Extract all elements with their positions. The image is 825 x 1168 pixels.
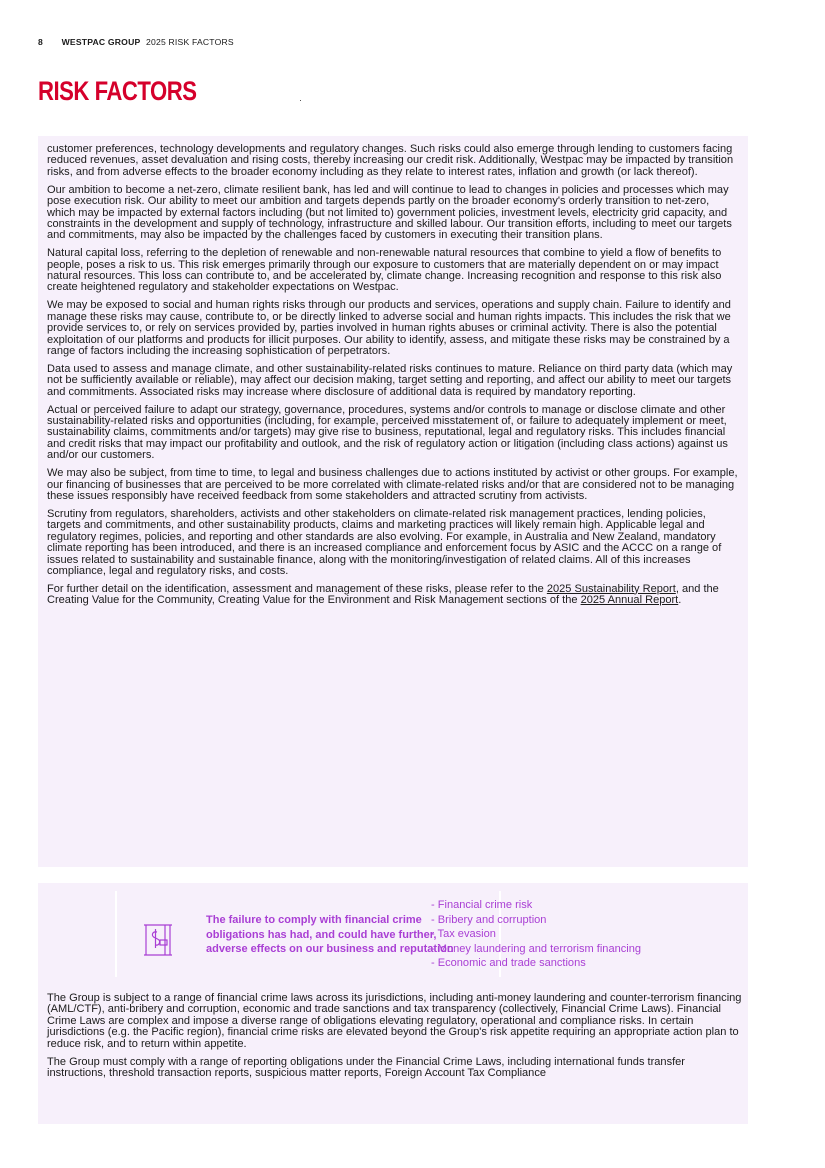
list-item: - Financial crime risk (431, 899, 533, 911)
climate-risk-panel (38, 136, 748, 867)
money-bars-icon (142, 923, 174, 957)
paragraph: We may be exposed to social and human rights risks through our products and services, operations and supply chain. Failure to identify and manage these risks may cause, contribute to, or be directly linked to adverse social and human rights impacts. This includes the risk that we provide services to, or rely on services provided by, parties involved in human rights abuses or criminal activity. There is also the potential exploitation of our platforms and products for illicit purposes. Our ability to identify, assess, and mitigate these risks may be constrained by a range of factors including the increasing sophistication of perpetrators. (47, 299, 731, 357)
organization-name: WESTPAC GROUP (61, 37, 141, 47)
stray-dot (300, 100, 301, 101)
page-title: RISK FACTORS (38, 76, 197, 106)
paragraph: Actual or perceived failure to adapt our strategy, governance, procedures, systems and/or controls to manage or disclose climate and other sustainability-related risks and opportunities (including, for example, perceived misstatement of, or failure to adequately implement or meet, sustainability claims, commitments and/or targets) may give rise to business, reputational, legal and regulatory risks. This includes financial and credit risks that may impact our profitability and outlook, and the risk of regulatory action or litigation (including class actions) against us and/or our customers. (47, 403, 728, 462)
running-header (38, 37, 234, 47)
financial-crime-panel (38, 883, 748, 1124)
annual-report-link[interactable]: 2025 Annual Report (580, 594, 679, 607)
paragraph: The Group must comply with a range of reporting obligations under the Financial Crime Laws, including international funds transfer instructions, threshold transaction reports, suspicious matter reports, Foreign Account Tax Compliance (47, 1055, 685, 1079)
report-name: 2025 RISK FACTORS (146, 37, 234, 47)
financial-crime-body (47, 993, 743, 1086)
text-segment: For further detail on the identification, assessment and management of these risks, please refer to the (47, 582, 547, 595)
paragraph: The Group is subject to a range of financial crime laws across its jurisdictions, including anti-money laundering and counter-terrorism financing (AML/CTF), anti-bribery and corruption, economic and trade sanctions and tax transparency (collectively, Financial Crime Laws). Financial Crime Laws are complex and impose a diverse range of obligations elevating regulatory, operational and compliance risks. In certain jurisdictions (e.g. the Pacific region), financial crime risks are elevated beyond the Group's risk appetite requiring an appropriate action plan to reduce risk, and to return within appetite. (47, 992, 742, 1050)
list-item: - Economic and trade sanctions (431, 957, 586, 969)
paragraph: Data used to assess and manage climate, and other sustainability-related risks continues to mature. Reliance on third party data (which may not be sufficiently available or reliable), may affect our decision making, target setting and reporting, and affect our ability to meet our targets and commitments. Associated risks may increase where disclosure of additional data is required by mandatory reporting. (47, 362, 733, 398)
risk-list (431, 898, 641, 971)
list-item: - Bribery and corruption (431, 913, 547, 926)
list-item: - Tax evasion (431, 928, 496, 940)
paragraph: Our ambition to become a net-zero, climate resilient bank, has led and will continue to lead to changes in policies and processes which may pose execution risk. Our ability to meet our ambition and targets depends partly on the broader economy's orderly transition to net-zero, which may be impacted by external factors including (but not limited to) government policies, investment levels, electricity grid capacity, and constraints in the development and supply of technology, infrastructure and skilled labour. Our transition efforts, including to meet our targets and commitments, may also be impacted by the challenges faced by customers in executing their transition plans. (47, 183, 732, 242)
text-segment: . (678, 594, 682, 607)
text-segment: , and the Creating Value for the Community, Creating Value for the Environment and Risk Management sections of the (47, 582, 719, 607)
sustainability-report-link[interactable]: 2025 Sustainability Report (546, 582, 676, 595)
paragraph: customer preferences, technology developments and regulatory changes. Such risks could also emerge through lending to customers facing reduced revenues, asset devaluation and rising costs, thereby increasing our credit risk. Additionally, Westpac may be impacted by transition risks, and from adverse effects to the broader economy including as they relate to interest rates, inflation and growth (or lack thereof). (47, 143, 734, 178)
list-item: - Money laundering and terrorism financing (431, 942, 641, 955)
callout-heading: The failure to comply with financial crime obligations has had, and could have further, adverse effects on our business and reputation (206, 914, 454, 956)
paragraph: Natural capital loss, referring to the depletion of renewable and non-renewable natural resources that combine to yield a flow of benefits to people, poses a risk to us. This risk emerges primarily through our exposure to customers that are materially dependent on or may impact natural resources. This loss can contribute to, and be accelerated by, climate change. Increasing recognition and response to this risk also create heightened regulatory and stakeholder expectations on Westpac. (47, 247, 722, 294)
paragraph: Scrutiny from regulators, shareholders, activists and other stakeholders on climate-related risk management practices, lending policies, targets and commitments, and other sustainability products, claims and marketing practices will likely remain high. Applicable legal and regulatory regimes, policies, and reporting and other standards are also evolving. For example, in Australia and New Zealand, mandatory climate reporting has been introduced, and there is an increased compliance and enforcement focus by ASIC and the ACCC on a range of issues related to sustainability and sustainable finance, along with the monitoring/investigation of related claims. All of this increases compliance, legal and regulatory risks, and costs. (47, 507, 722, 577)
page-number: 8 (38, 37, 43, 47)
further-detail-paragraph (47, 584, 738, 607)
paragraph: We may also be subject, from time to time, to legal and business challenges due to actions instituted by activist or other groups. For example, our financing of businesses that are perceived to be more correlated with climate-related risks and/or that are considered not to be managing these issues responsibly have received feedback from some stakeholders and attracted scrutiny from activists. (47, 467, 738, 502)
